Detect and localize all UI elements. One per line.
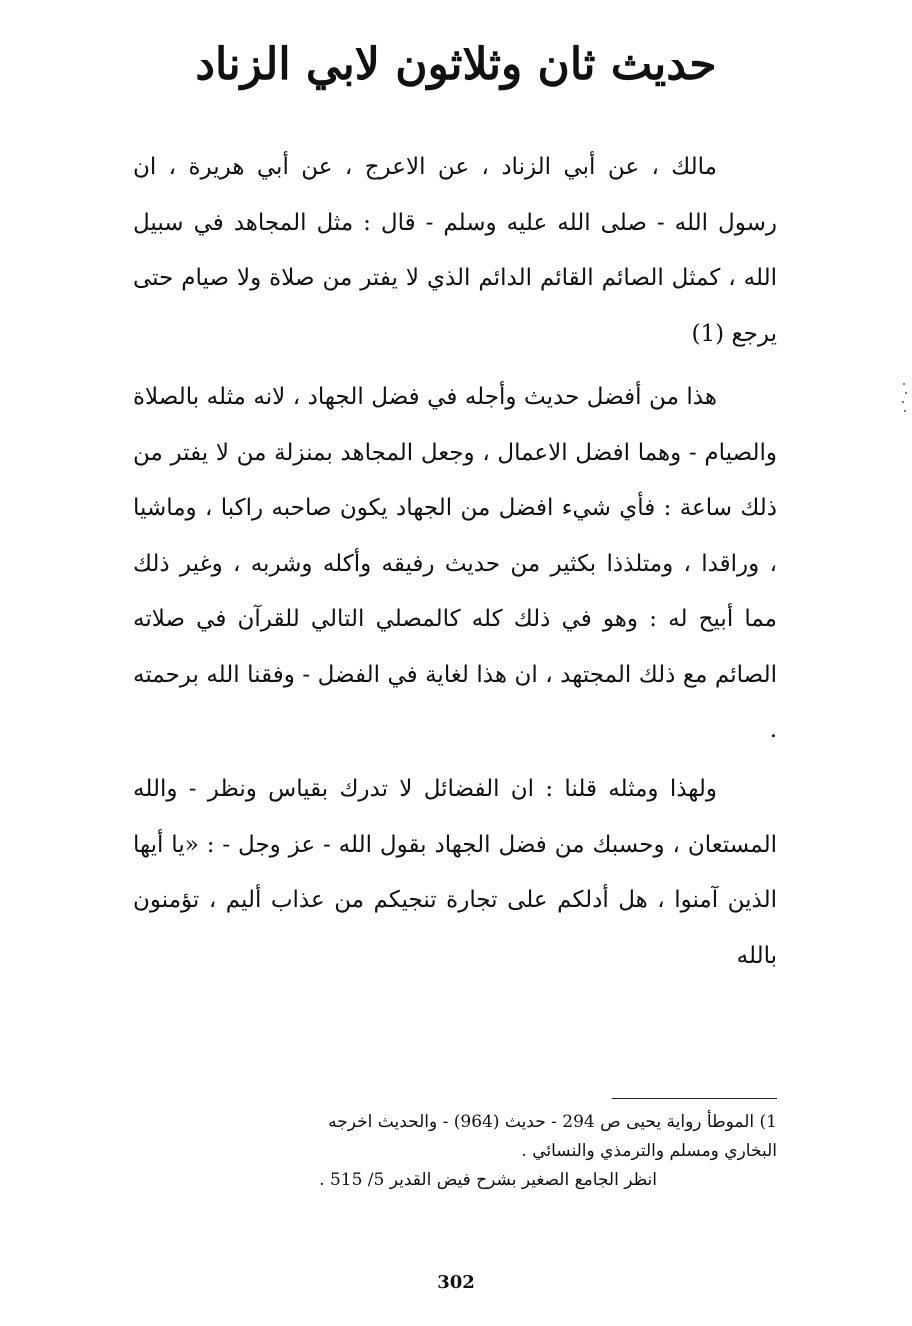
paragraph-hadith-text: مالك ، عن أبي الزناد ، عن الاعرج ، عن أبي هريرة ، ان رسول الله - صلى الله عليه وسلم - قال : مثل المجاهد في سبيل الله ، كمثل الصائم القائم الدائم الذي لا يفتر من صلاة ولا صيام حتى يرجع (1)	[133, 154, 777, 347]
chapter-title: حديث ثان وثلاثون لابي الزناد	[195, 39, 717, 90]
footnote-separator	[612, 1098, 777, 1099]
footnote-line: انظر الجامع الصغير بشرح فيض القدير 5/ 515 .	[319, 1170, 657, 1190]
paragraph-conclusion: ولهذا ومثله قلنا : ان الفضائل لا تدرك بقياس ونظر - والله المستعان ، وحسبك من فضل الجهاد بقول الله - عز وجل - : «يا أيها الذين آمنوا ، هل أدلكم على تجارة تنجيكم من عذاب أليم ، تؤمنون بالله	[133, 776, 777, 969]
footnotes	[133, 1108, 777, 1195]
paragraph-commentary: هذا من أفضل حديث وأجله في فضل الجهاد ، لانه مثله بالصلاة والصيام - وهما افضل الاعمال ، وجعل المجاهد بمنزلة من لا يفتر من ذلك ساعة : فأي شيء افضل من الجهاد يكون صاحبه راكبا ، وماشيا ، وراقدا ، ومتلذذا بكثير من حديث رفيقه وأكله وشربه ، وغير ذلك مما أبيح له : وهو في ذلك كله كالمصلي التالي للقرآن في صلاته الصائم مع ذلك المجتهد ، ان هذا لغاية في الفضل - وفقنا الله برحمته .	[133, 384, 777, 743]
page-number: 302	[437, 1272, 475, 1293]
footnote-line: البخاري ومسلم والترمذي والنسائي .	[521, 1141, 777, 1161]
footnote-line: 1) الموطأ رواية يحيى ص 294 - حديث (964) - والحديث اخرجه	[328, 1112, 777, 1132]
margin-specks	[902, 383, 908, 413]
